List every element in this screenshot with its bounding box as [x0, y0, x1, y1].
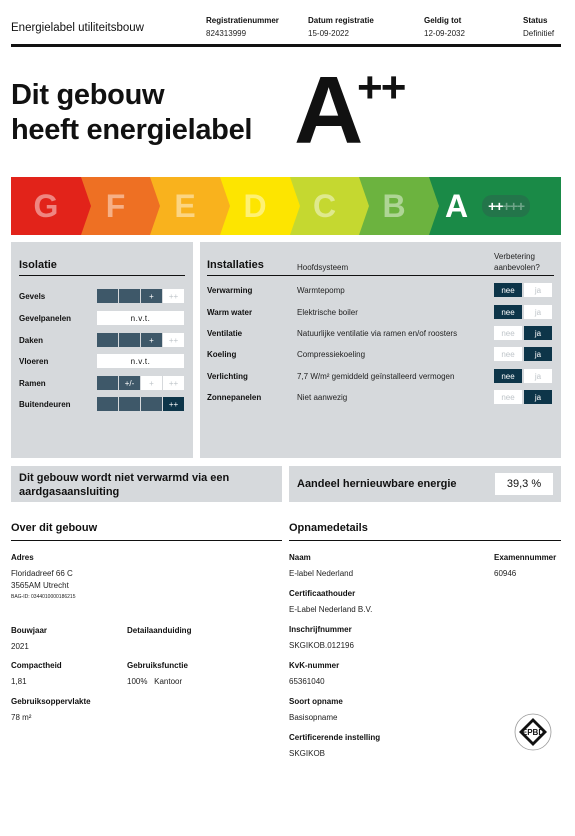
- insulation-rating-cell: [97, 376, 118, 390]
- installation-system-verwarming: Warmtepomp: [297, 286, 345, 295]
- energy-class-letter: E: [174, 187, 196, 224]
- usable-area-label: Gebruiksoppervlakte: [11, 697, 91, 706]
- inspector-name-value: E-label Nederland: [289, 569, 354, 578]
- installation-system-zonnepanelen: Niet aanwezig: [297, 393, 348, 402]
- energy-plus-active: ++: [488, 198, 503, 214]
- energy-class-c: [290, 177, 359, 235]
- address-label: Adres: [11, 553, 34, 562]
- installation-system-verlichting: 7,7 W/m² gemiddeld geïnstalleerd vermogen: [297, 372, 455, 381]
- installation-label-verlichting: Verlichting: [207, 372, 248, 381]
- insulation-not-applicable: n.v.t.: [97, 354, 184, 368]
- certificate-holder-field: [289, 589, 372, 616]
- usable-area-field: [11, 697, 91, 724]
- construction-year-field: [11, 626, 47, 653]
- energy-class-g: [11, 177, 81, 235]
- installation-system-warm-water: Elektrische boiler: [297, 308, 358, 317]
- usable-area-value: 78 m²: [11, 713, 32, 722]
- insulation-divider: [19, 275, 185, 276]
- energy-class-f: [81, 177, 150, 235]
- insulation-label-buitendeuren: Buitendeuren: [19, 400, 71, 409]
- certifying-body-field: [289, 733, 380, 760]
- registration-date-value: 15-09-2022: [308, 29, 349, 38]
- usage-function-field: [127, 661, 188, 688]
- registration-date-label: Datum registratie: [308, 16, 374, 25]
- insulation-label-vloeren: Vloeren: [19, 357, 49, 366]
- headline: [11, 78, 252, 148]
- insulation-rating-cell: [119, 289, 140, 303]
- main-system-header: Hoofdsysteem: [297, 263, 349, 272]
- installation-label-verwarming: Verwarming: [207, 286, 253, 295]
- energy-plus-inactive: +++: [502, 198, 524, 214]
- insulation-label-daken: Daken: [19, 336, 44, 345]
- energy-class-letter: B: [382, 187, 406, 224]
- insulation-rating-cell: [141, 397, 162, 411]
- installation-system-ventilatie: Natuurlijke ventilatie via ramen en/of roosters: [297, 329, 458, 338]
- inspection-type-value: Basisopname: [289, 713, 338, 722]
- improvement-no-verwarming: nee: [494, 283, 522, 297]
- address-field: [11, 553, 76, 600]
- insulation-rating-cell: [97, 333, 118, 347]
- energy-class-letter: G: [33, 187, 59, 224]
- gas-connection-banner: [11, 466, 282, 502]
- installation-label-warm-water: Warm water: [207, 308, 253, 317]
- exam-number-label: Examennummer: [494, 553, 557, 562]
- renewable-energy-banner: [289, 466, 561, 502]
- improvement-yes-ventilatie: ja: [524, 326, 552, 340]
- installation-label-koeling: Koeling: [207, 350, 237, 359]
- insulation-label-gevelpanelen: Gevelpanelen: [19, 314, 72, 323]
- bag-id: BAG-ID: 0344010000186215: [11, 594, 76, 600]
- certifying-body-label: Certificerende instelling: [289, 733, 381, 742]
- registration-number-block: [206, 16, 279, 38]
- insulation-rating-cell: +/-: [119, 376, 140, 390]
- certifying-body-value: SKGIKOB: [289, 749, 326, 758]
- improvement-header: Verbetering aanbevolen?: [494, 252, 540, 272]
- insulation-rating-cell: [119, 333, 140, 347]
- registration-field: [289, 625, 354, 652]
- energy-label-plus: ++: [357, 63, 405, 112]
- insulation-rating-cell: ++: [163, 289, 184, 303]
- status-block: [523, 16, 554, 38]
- renewable-energy-label: Aandeel hernieuwbare energie: [297, 478, 457, 490]
- valid-until-label: Geldig tot: [424, 16, 462, 25]
- insulation-rating-cell: [97, 289, 118, 303]
- insulation-rating-cell: +: [141, 289, 162, 303]
- compactness-value: 1,81: [11, 677, 27, 686]
- energy-class-b: [359, 177, 429, 235]
- certificate-holder-label: Certificaathouder: [289, 589, 356, 598]
- inspection-details-divider: [289, 540, 561, 541]
- energy-arrow: [429, 177, 439, 235]
- valid-until-value: 12-09-2032: [424, 29, 465, 38]
- construction-year-value: 2021: [11, 642, 29, 651]
- energy-arrow: [81, 177, 91, 235]
- installation-label-ventilatie: Ventilatie: [207, 329, 243, 338]
- insulation-title: Isolatie: [19, 259, 57, 271]
- insulation-rating-cell: [119, 397, 140, 411]
- epbd-logo-text: EPBD: [521, 728, 545, 737]
- compactness-field: [11, 661, 62, 688]
- gas-connection-text: Dit gebouw wordt niet verwarmd via een aardgasaansluiting: [19, 472, 230, 498]
- improvement-yes-koeling: ja: [524, 347, 552, 361]
- headline-line-2: heeft energielabel: [11, 114, 253, 146]
- energy-class-letter: C: [312, 187, 337, 224]
- installations-divider: [207, 275, 554, 276]
- inspector-name-label: Naam: [289, 553, 311, 562]
- inspection-details-title: Opnamedetails: [289, 522, 368, 534]
- energy-class-a: [429, 177, 561, 235]
- insulation-rating-cell: ++: [163, 397, 184, 411]
- registration-value: SKGIKOB.012196: [289, 641, 354, 650]
- address-line-2: 3565AM Utrecht: [11, 581, 69, 590]
- energy-class-e: [150, 177, 220, 235]
- energy-arrow: [220, 177, 230, 235]
- inspection-type-label: Soort opname: [289, 697, 343, 706]
- inspection-type-field: [289, 697, 343, 724]
- improvement-no-verlichting: nee: [494, 369, 522, 383]
- insulation-rating-cell: ++: [163, 376, 184, 390]
- energy-arrow: [359, 177, 369, 235]
- energy-class-letter: A: [445, 187, 469, 224]
- registration-number-label: Registratienummer: [206, 16, 279, 25]
- improvement-no-zonnepanelen: nee: [494, 390, 522, 404]
- renewable-energy-value: 39,3 %: [495, 473, 553, 495]
- usage-function-label: Gebruiksfunctie: [127, 661, 188, 670]
- construction-year-label: Bouwjaar: [11, 626, 48, 635]
- registration-number-value: 824313999: [206, 29, 247, 38]
- inspector-name-field: [289, 553, 353, 580]
- installations-panel: [200, 242, 561, 458]
- insulation-not-applicable: n.v.t.: [97, 311, 184, 325]
- kvk-value: 65361040: [289, 677, 325, 686]
- improvement-yes-verwarming: ja: [524, 283, 552, 297]
- exam-number-field: [494, 553, 556, 580]
- energy-label-letter: A: [294, 57, 362, 164]
- energy-arrow: [150, 177, 160, 235]
- status-value: Definitief: [523, 29, 555, 38]
- compactness-label: Compactheid: [11, 661, 62, 670]
- energy-class-letter: D: [243, 187, 267, 224]
- installation-system-koeling: Compressiekoeling: [297, 350, 366, 359]
- status-label: Status: [523, 16, 548, 25]
- kvk-label: KvK-nummer: [289, 661, 340, 670]
- insulation-rating-cell: [97, 397, 118, 411]
- kvk-field: [289, 661, 339, 688]
- valid-until-block: [424, 16, 465, 38]
- about-building-divider: [11, 540, 282, 541]
- improvement-yes-warm-water: ja: [524, 305, 552, 319]
- energy-class-d: [220, 177, 290, 235]
- detail-designation-field: [127, 626, 191, 641]
- registration-label: Inschrijfnummer: [289, 625, 352, 634]
- insulation-label-ramen: Ramen: [19, 379, 46, 388]
- document-title: Energielabel utiliteitsbouw: [11, 22, 144, 34]
- improvement-yes-verlichting: ja: [524, 369, 552, 383]
- certificate-holder-value: E-Label Nederland B.V.: [289, 605, 373, 614]
- improvement-no-koeling: nee: [494, 347, 522, 361]
- insulation-rating-cell: +: [141, 333, 162, 347]
- energy-plus-indicator: [482, 195, 530, 217]
- headline-line-1: Dit gebouw: [11, 79, 165, 111]
- energy-scale-bar: [11, 177, 561, 235]
- about-building-title: Over dit gebouw: [11, 522, 98, 534]
- usage-function-value: Kantoor: [154, 677, 183, 686]
- installations-title: Installaties: [207, 259, 264, 271]
- insulation-panel: [11, 242, 193, 458]
- energy-arrow: [290, 177, 300, 235]
- exam-number-value: 60946: [494, 569, 517, 578]
- epbd-logo: [513, 712, 553, 752]
- improvement-no-ventilatie: nee: [494, 326, 522, 340]
- usage-function-percent: 100%: [127, 677, 148, 686]
- insulation-rating-cell: ++: [163, 333, 184, 347]
- energy-class-letter: F: [105, 187, 126, 224]
- installation-label-zonnepanelen: Zonnepanelen: [207, 393, 262, 402]
- detail-designation-label: Detailaanduiding: [127, 626, 192, 635]
- insulation-label-gevels: Gevels: [19, 292, 46, 301]
- address-line-1: Floridadreef 66 C: [11, 569, 73, 578]
- document-header: [11, 16, 561, 47]
- improvement-yes-zonnepanelen: ja: [524, 390, 552, 404]
- improvement-no-warm-water: nee: [494, 305, 522, 319]
- insulation-rating-cell: +: [141, 376, 162, 390]
- registration-date-block: [308, 16, 374, 38]
